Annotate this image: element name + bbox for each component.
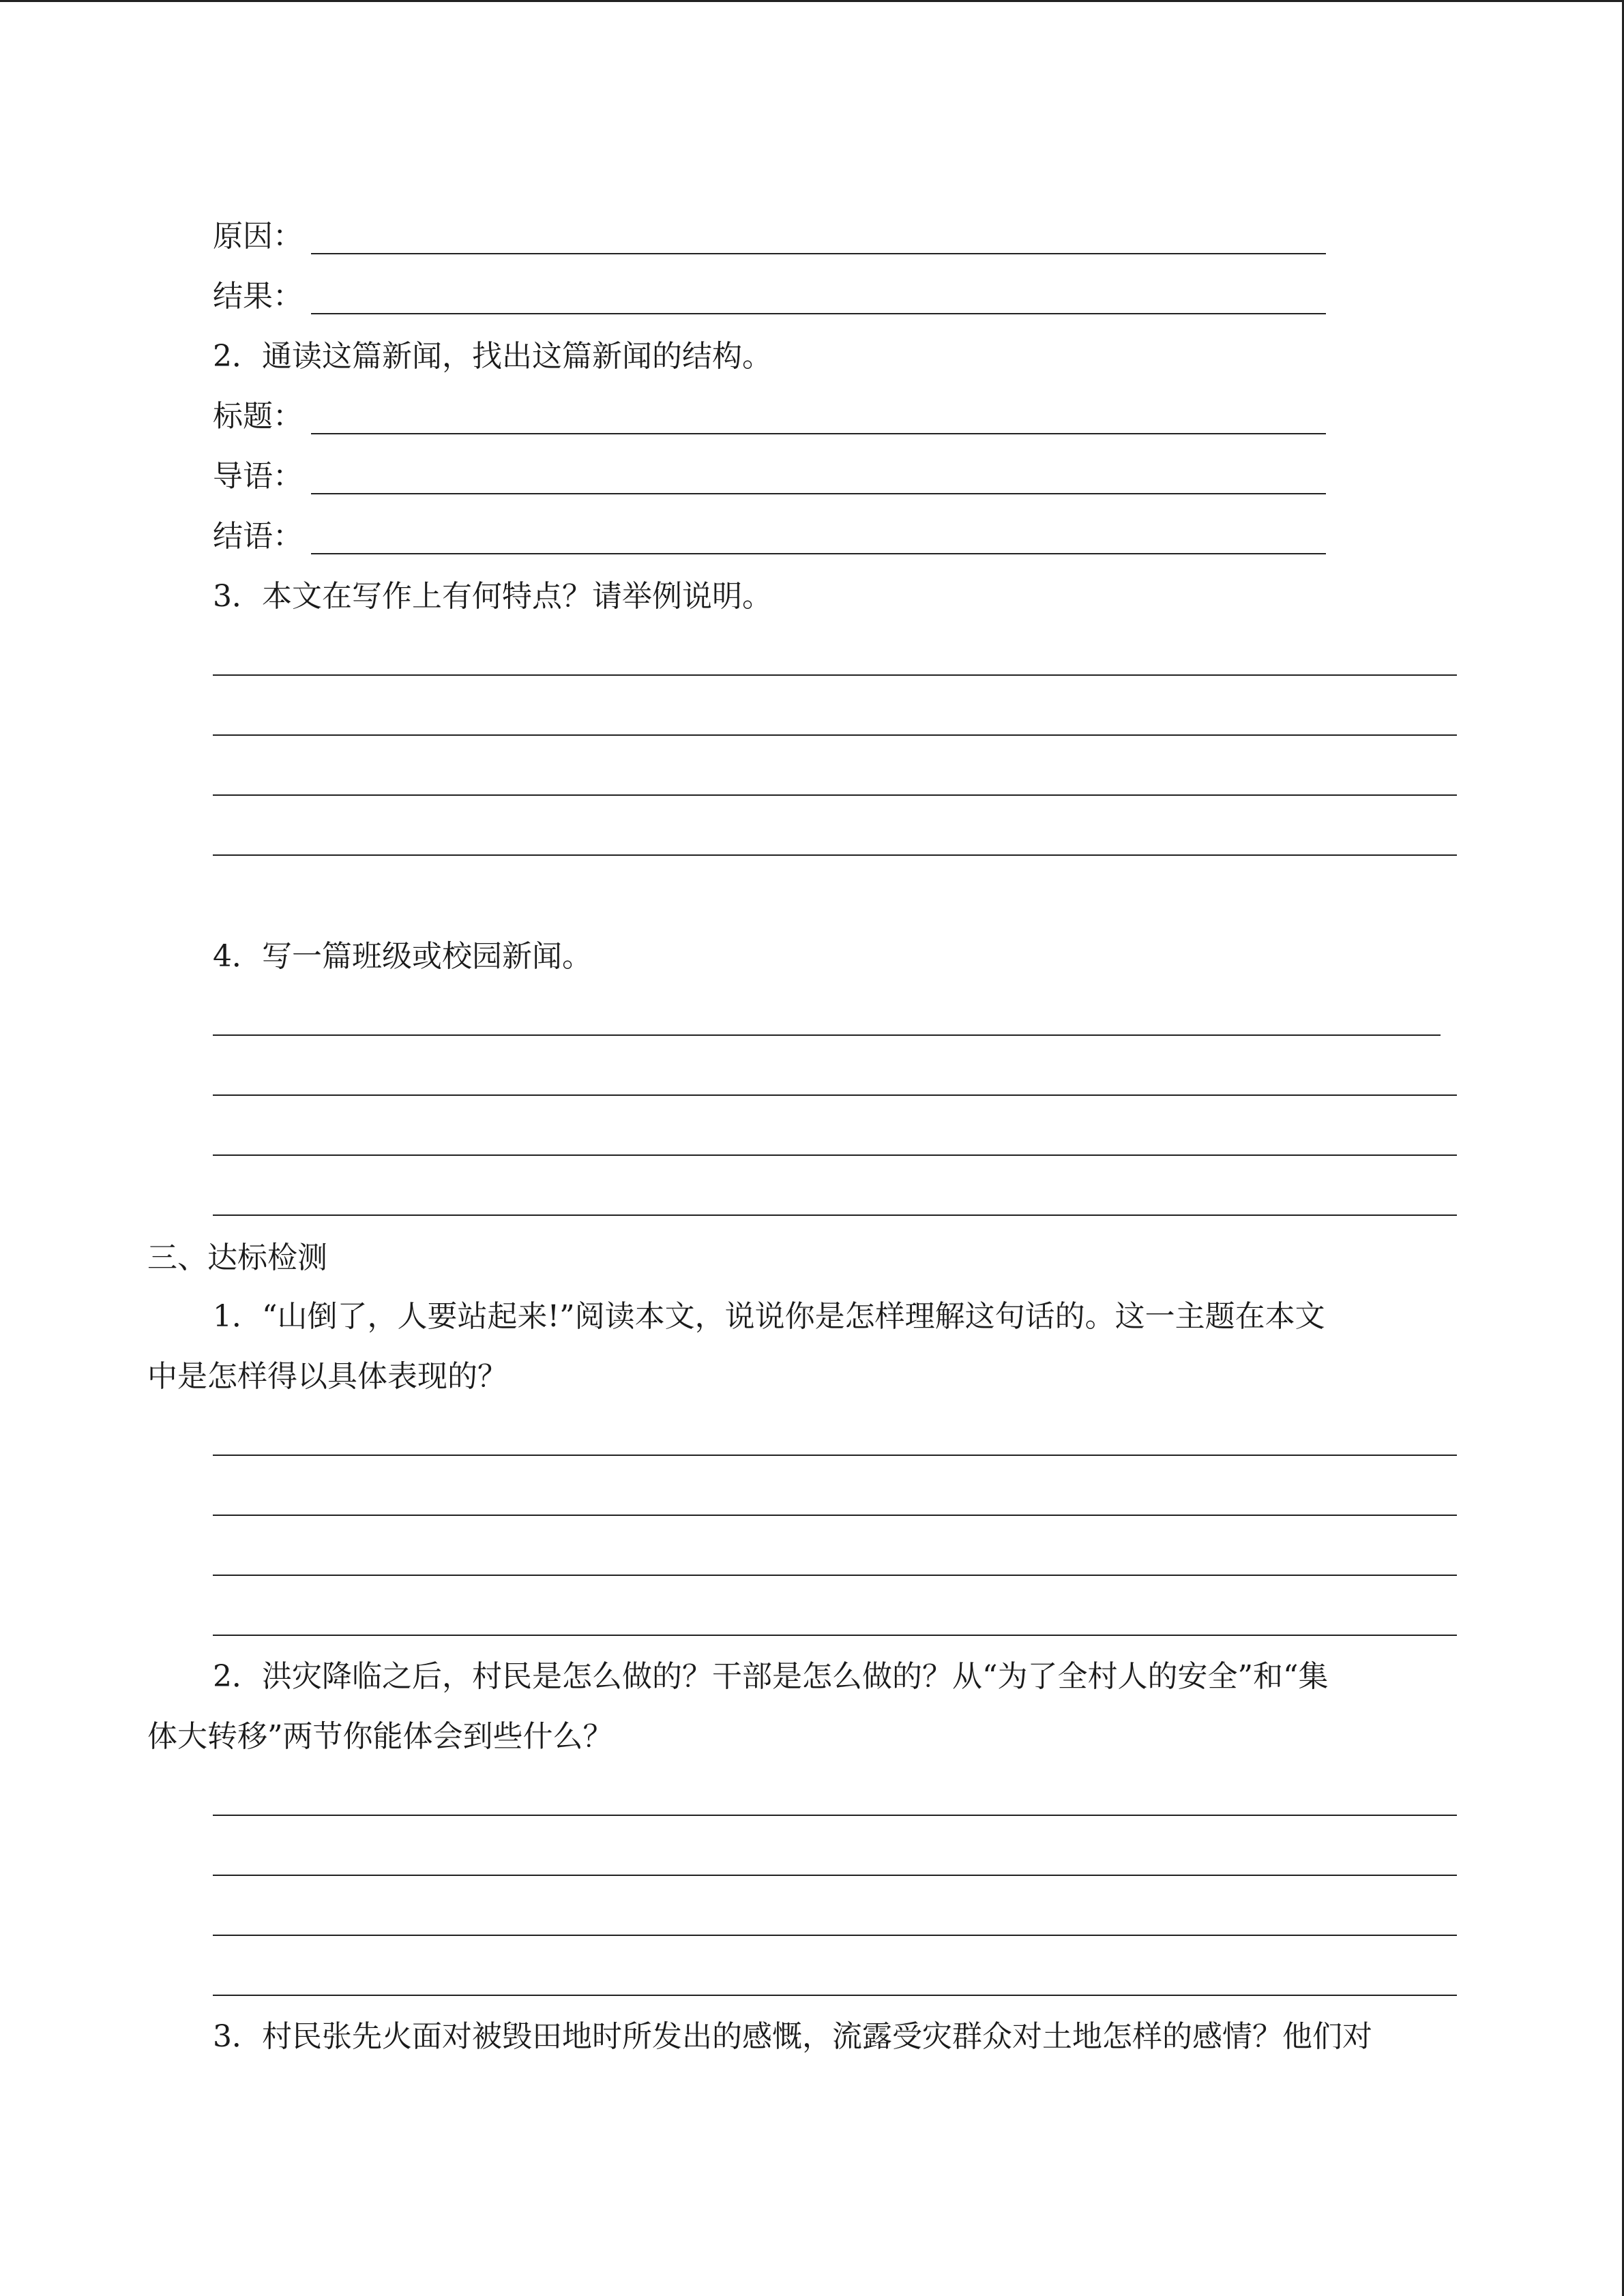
answer-line[interactable] — [213, 1455, 1457, 1456]
answer-line[interactable] — [213, 734, 1457, 736]
answer-line[interactable] — [213, 1875, 1457, 1876]
result-label: 结果： — [213, 279, 303, 314]
answer-line[interactable] — [213, 674, 1457, 676]
conclusion-label: 结语： — [213, 519, 303, 554]
lead-answer-line[interactable] — [311, 493, 1326, 494]
answer-line[interactable] — [213, 1214, 1457, 1216]
lead-label: 导语： — [213, 459, 303, 494]
question-2-structure: 2．通读这篇新闻，找出这篇新闻的结构。 — [213, 339, 772, 374]
answer-line[interactable] — [213, 1815, 1457, 1816]
answer-line[interactable] — [213, 1515, 1457, 1516]
section-heading-assessment: 三、达标检测 — [147, 1240, 327, 1275]
assessment-question-3-line-1: 3．村民张先火面对被毁田地时所发出的感慨，流露受灾群众对土地怎样的感情？他们对 — [213, 2019, 1372, 2054]
conclusion-answer-line[interactable] — [311, 553, 1326, 554]
assessment-question-2-line-1: 2．洪灾降临之后，村民是怎么做的？干部是怎么做的？从“为了全村人的安全”和“集 — [213, 1659, 1329, 1694]
reason-label: 原因： — [213, 219, 303, 254]
answer-line[interactable] — [213, 1935, 1457, 1936]
answer-line[interactable] — [213, 794, 1457, 796]
answer-line[interactable] — [213, 1575, 1457, 1576]
result-answer-line[interactable] — [311, 313, 1326, 314]
question-3-writing-features: 3．本文在写作上有何特点？请举例说明。 — [213, 579, 772, 614]
title-answer-line[interactable] — [311, 433, 1326, 434]
answer-line[interactable] — [213, 1034, 1441, 1036]
title-label: 标题： — [213, 399, 303, 434]
answer-line[interactable] — [213, 1995, 1457, 1996]
answer-line[interactable] — [213, 1154, 1457, 1156]
answer-line[interactable] — [213, 854, 1457, 856]
answer-line[interactable] — [213, 1635, 1457, 1636]
reason-answer-line[interactable] — [311, 253, 1326, 254]
question-4-write-news: 4．写一篇班级或校园新闻。 — [213, 939, 592, 974]
assessment-question-1-line-1: 1．“山倒了，人要站起来!”阅读本文，说说你是怎样理解这句话的。这一主题在本文 — [213, 1299, 1325, 1334]
assessment-question-2-line-2: 体大转移”两节你能体会到些什么？ — [147, 1719, 613, 1754]
assessment-question-1-line-2: 中是怎样得以具体表现的？ — [147, 1359, 507, 1394]
answer-line[interactable] — [213, 1094, 1457, 1096]
